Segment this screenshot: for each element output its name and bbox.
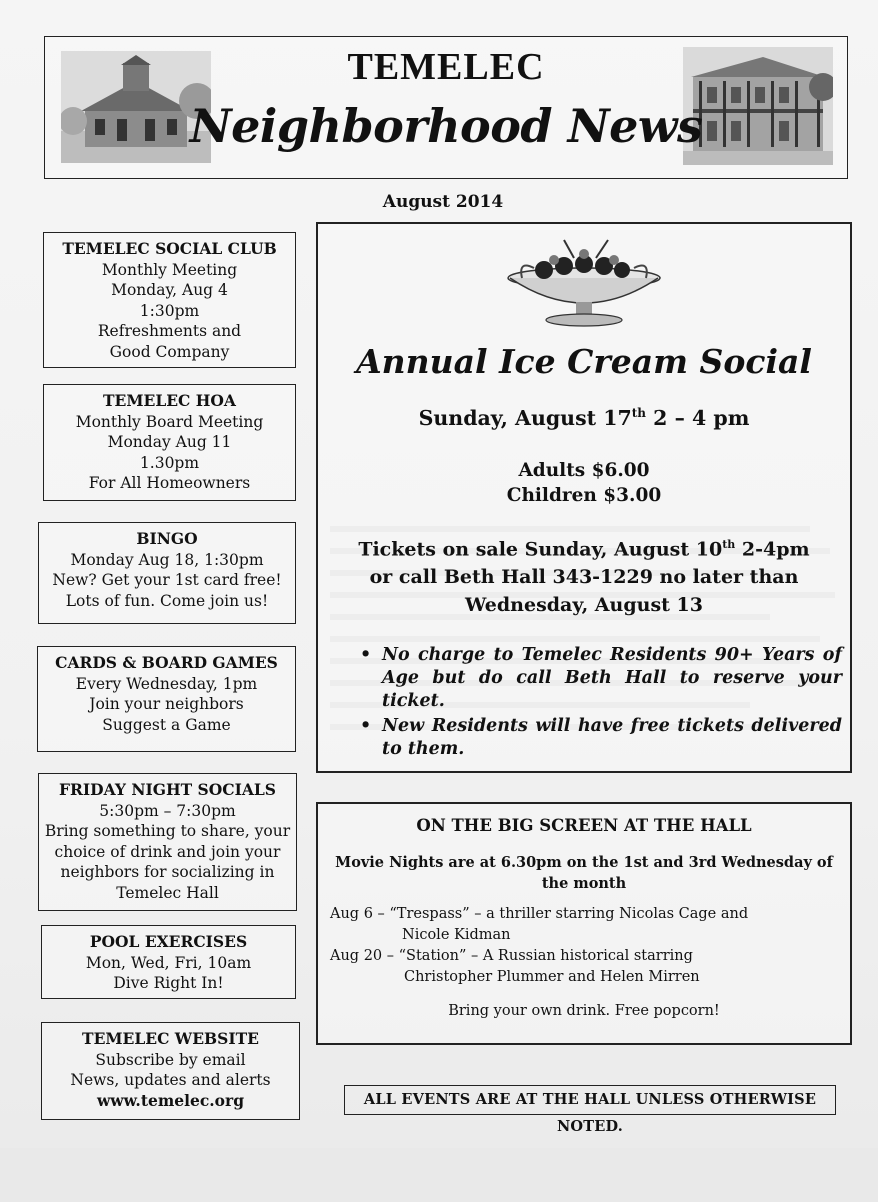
tickets-suffix: th: [722, 538, 736, 551]
card-title: BINGO: [136, 529, 198, 548]
footer-note: ALL EVENTS ARE AT THE HALL UNLESS OTHERWISE NOTED.: [344, 1085, 836, 1115]
movie-schedule-1: Movie Nights are at 6.30pm on the 1st and 3rd Wednesday of: [335, 854, 833, 871]
list-item: [360, 644, 842, 713]
event-date: [318, 406, 850, 430]
card-line: Every Wednesday, 1pm: [75, 674, 258, 693]
card-line: 5:30pm – 7:30pm: [99, 801, 236, 820]
price-children: Children $3.00: [506, 485, 662, 506]
event-date-text: Sunday, August 17: [418, 406, 632, 430]
card-line: Refreshments and: [97, 322, 242, 340]
movie-2: [330, 946, 700, 988]
sidebar-card-hoa: [43, 384, 296, 501]
issue-date: August 2014: [382, 192, 504, 212]
sidebar-card-pool: [41, 925, 296, 999]
card-line: Dive Right In!: [113, 974, 224, 992]
ice-cream-social-panel: [316, 222, 852, 773]
sundae-icon: [504, 238, 664, 330]
event-notes: [360, 644, 842, 763]
card-title: CARDS & BOARD GAMES: [55, 653, 278, 672]
event-title: Annual Ice Cream Social: [356, 342, 812, 381]
big-screen-title: ON THE BIG SCREEN AT THE HALL: [416, 816, 752, 835]
event-date-suffix: th: [631, 406, 647, 421]
movie-2-line-2: Christopher Plummer and Helen Mirren: [404, 969, 700, 985]
movie-1-line-1: Aug 6 – “Trespass” – a thriller starring Nicolas Cage and: [330, 906, 749, 922]
card-line: Monday, Aug 4: [111, 281, 228, 299]
sidebar-card-bingo: [38, 522, 296, 624]
card-title: POOL EXERCISES: [89, 932, 248, 951]
bullet-icon: •: [360, 716, 372, 736]
card-line: For All Homeowners: [88, 474, 251, 492]
bullet-icon: •: [360, 645, 372, 665]
card-line: Bring something to share, your: [44, 822, 291, 840]
note-text: No charge to Temelec Residents 90+ Years of Age but do call Beth Hall to reserve your ticket.: [382, 645, 842, 711]
website-link[interactable]: www.temelec.org: [96, 1090, 245, 1110]
card-line: Mon, Wed, Fri, 10am: [85, 953, 252, 972]
scan-bottom-strip: [0, 1148, 878, 1202]
sidebar-card-website: [41, 1022, 300, 1120]
sidebar-card-board-games: [37, 646, 296, 752]
card-line: Monthly Meeting: [101, 260, 238, 279]
tickets-line-3: Wednesday, August 13: [465, 594, 703, 616]
card-line: Monthly Board Meeting: [75, 412, 264, 431]
movie-schedule-2: the month: [541, 875, 627, 892]
movie-1-line-2: Nicole Kidman: [402, 927, 511, 943]
sidebar-card-social-club: [43, 232, 296, 368]
masthead-subtitle: Neighborhood News: [189, 99, 703, 153]
card-line: 1.30pm: [139, 453, 200, 472]
card-line: choice of drink and join your: [54, 842, 281, 861]
card-line: News, updates and alerts: [70, 1071, 271, 1089]
event-date-time: 2 – 4 pm: [646, 406, 750, 430]
card-line: 1:30pm: [139, 301, 200, 320]
card-title: TEMELEC SOCIAL CLUB: [62, 239, 277, 258]
card-title: FRIDAY NIGHT SOCIALS: [59, 780, 276, 799]
card-line: New? Get your 1st card free!: [52, 571, 282, 589]
card-line: Temelec Hall: [116, 883, 219, 902]
tickets-line-2: or call Beth Hall 343-1229 no later than: [369, 566, 799, 588]
movie-2-line-1: Aug 20 – “Station” – A Russian historical starring: [330, 948, 693, 964]
tickets-line-1: [318, 538, 850, 560]
card-line: Good Company: [109, 342, 230, 361]
big-screen-panel: [316, 802, 852, 1045]
card-line: Subscribe by email: [95, 1050, 246, 1069]
card-line: Lots of fun. Come join us!: [65, 591, 269, 610]
note-text: New Residents will have free tickets delivered to them.: [382, 716, 842, 759]
masthead-title: TEMELEC: [347, 46, 545, 88]
card-line: Monday Aug 18, 1:30pm: [70, 550, 264, 569]
card-line: neighbors for socializing in: [60, 863, 275, 881]
movie-1: [330, 904, 748, 946]
masthead: [44, 36, 848, 179]
card-line: Join your neighbors: [89, 695, 244, 713]
list-item: [360, 715, 842, 761]
card-title: TEMELEC HOA: [103, 391, 236, 410]
card-line: Suggest a Game: [102, 715, 231, 734]
card-line: Monday Aug 11: [107, 433, 232, 451]
card-title: TEMELEC WEBSITE: [82, 1029, 259, 1048]
price-adults: Adults $6.00: [518, 460, 650, 481]
movie-note: Bring your own drink. Free popcorn!: [448, 1003, 720, 1019]
tickets-text: Tickets on sale Sunday, August 10: [358, 538, 723, 561]
tickets-time: 2-4pm: [735, 538, 810, 561]
sidebar-card-friday-socials: [38, 773, 297, 911]
